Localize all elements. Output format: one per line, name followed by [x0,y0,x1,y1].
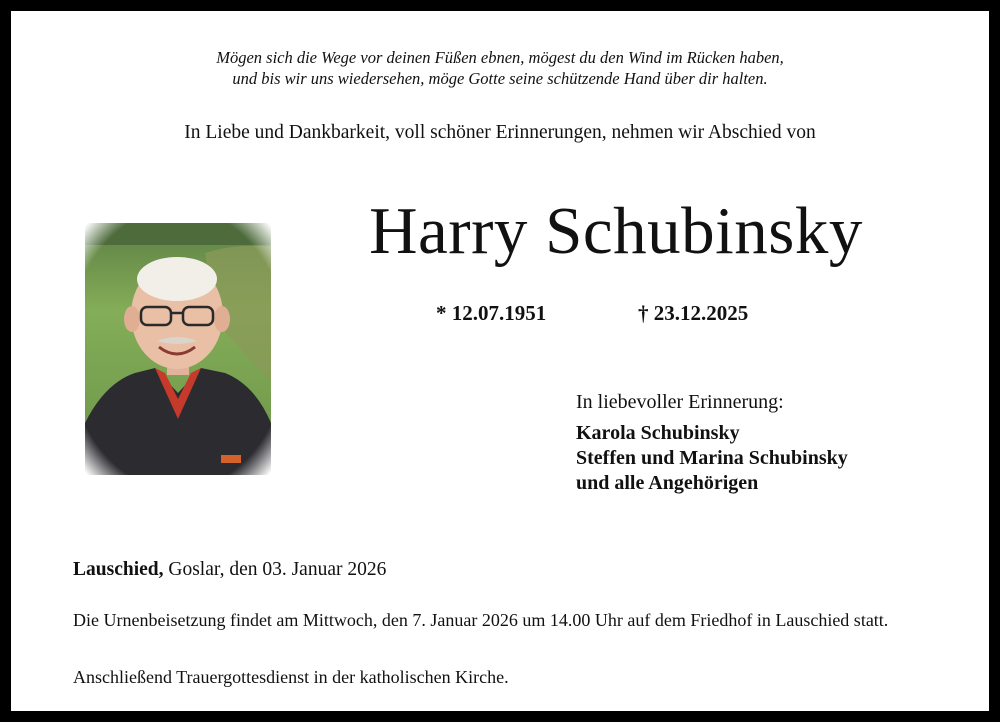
place-date-line [73,559,386,581]
place-name: Lauschied, [73,559,164,580]
service-notice: Anschließend Trauergottesdienst in der katholischen Kirche. [73,667,509,687]
poem-line-2: und bis wir uns wiedersehen, möge Gotte seine schützende Hand über dir halten. [232,69,768,88]
place-date: Goslar, den 03. Januar 2026 [168,559,387,580]
mourner-name: Steffen und Marina Schubinsky [576,447,848,469]
poem-line-1: Mögen sich die Wege vor deinen Füßen ebnen, mögest du den Wind im Rücken haben, [216,48,784,67]
mourner-name: und alle Angehörigen [576,472,759,494]
poem-quote [11,47,989,89]
birth-date: * 12.07.1951 [436,301,547,325]
portrait-illustration [85,223,271,475]
mourners-block [576,391,848,496]
burial-notice: Die Urnenbeisetzung findet am Mittwoch, den 7. Januar 2026 um 14.00 Uhr auf dem Friedhof in Lauschied statt. [73,610,889,630]
intro-text: In Liebe und Dankbarkeit, voll schöner Erinnerungen, nehmen wir Abschied von [184,122,816,143]
mourners-lead: In liebevoller Erinnerung: [576,391,784,413]
death-date: † 23.12.2025 [638,301,749,325]
portrait-photo [85,223,271,475]
deceased-name: Harry Schubinsky [369,194,863,268]
mourner-name: Karola Schubinsky [576,422,740,444]
